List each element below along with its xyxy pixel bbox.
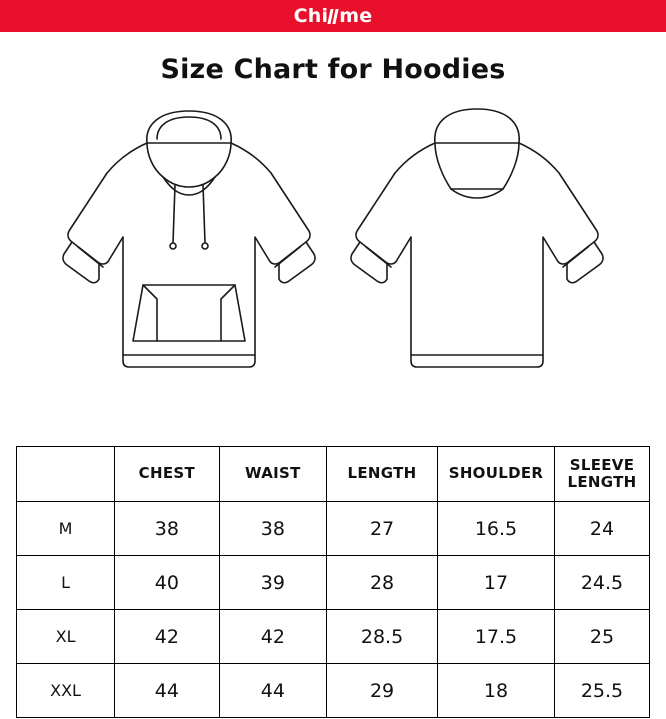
cell-chest: 42 (115, 610, 219, 664)
header-chest: CHEST (115, 447, 219, 502)
table-row (17, 556, 650, 610)
cell-waist: 39 (219, 556, 327, 610)
cell-length: 27 (327, 502, 438, 556)
cell-sleeve: 25.5 (555, 664, 650, 718)
cell-size: L (17, 556, 115, 610)
cell-size: M (17, 502, 115, 556)
cell-chest: 40 (115, 556, 219, 610)
header-size (17, 447, 115, 502)
hoodie-illustrations (0, 103, 666, 403)
cell-shoulder: 17.5 (437, 610, 554, 664)
table-row (17, 610, 650, 664)
hoodie-front-view (59, 103, 319, 403)
header-shoulder: SHOULDER (437, 447, 554, 502)
brand-header-bar (0, 0, 666, 32)
size-chart-table-wrapper (16, 446, 650, 718)
table-row (17, 502, 650, 556)
table-header-row (17, 447, 650, 502)
brand-name-prefix: Chi (293, 5, 329, 27)
cell-chest: 44 (115, 664, 219, 718)
cell-chest: 38 (115, 502, 219, 556)
table-row (17, 664, 650, 718)
brand-logo (294, 5, 373, 27)
cell-waist: 44 (219, 664, 327, 718)
page-title: Size Chart for Hoodies (160, 54, 506, 85)
cell-shoulder: 17 (437, 556, 554, 610)
brand-name-suffix: me (339, 5, 373, 27)
cell-shoulder: 16.5 (437, 502, 554, 556)
cell-length: 28.5 (327, 610, 438, 664)
cell-length: 29 (327, 664, 438, 718)
size-chart-table (16, 446, 650, 718)
cell-shoulder: 18 (437, 664, 554, 718)
header-waist: WAIST (219, 447, 327, 502)
cell-waist: 38 (219, 502, 327, 556)
cell-sleeve: 24.5 (555, 556, 650, 610)
hoodie-back-view (347, 103, 607, 403)
cell-length: 28 (327, 556, 438, 610)
cell-waist: 42 (219, 610, 327, 664)
cell-size: XXL (17, 664, 115, 718)
double-slash-icon (329, 9, 338, 24)
cell-sleeve: 25 (555, 610, 650, 664)
header-sleeve-length: SLEEVE LENGTH (555, 447, 650, 502)
cell-size: XL (17, 610, 115, 664)
header-length: LENGTH (327, 447, 438, 502)
cell-sleeve: 24 (555, 502, 650, 556)
